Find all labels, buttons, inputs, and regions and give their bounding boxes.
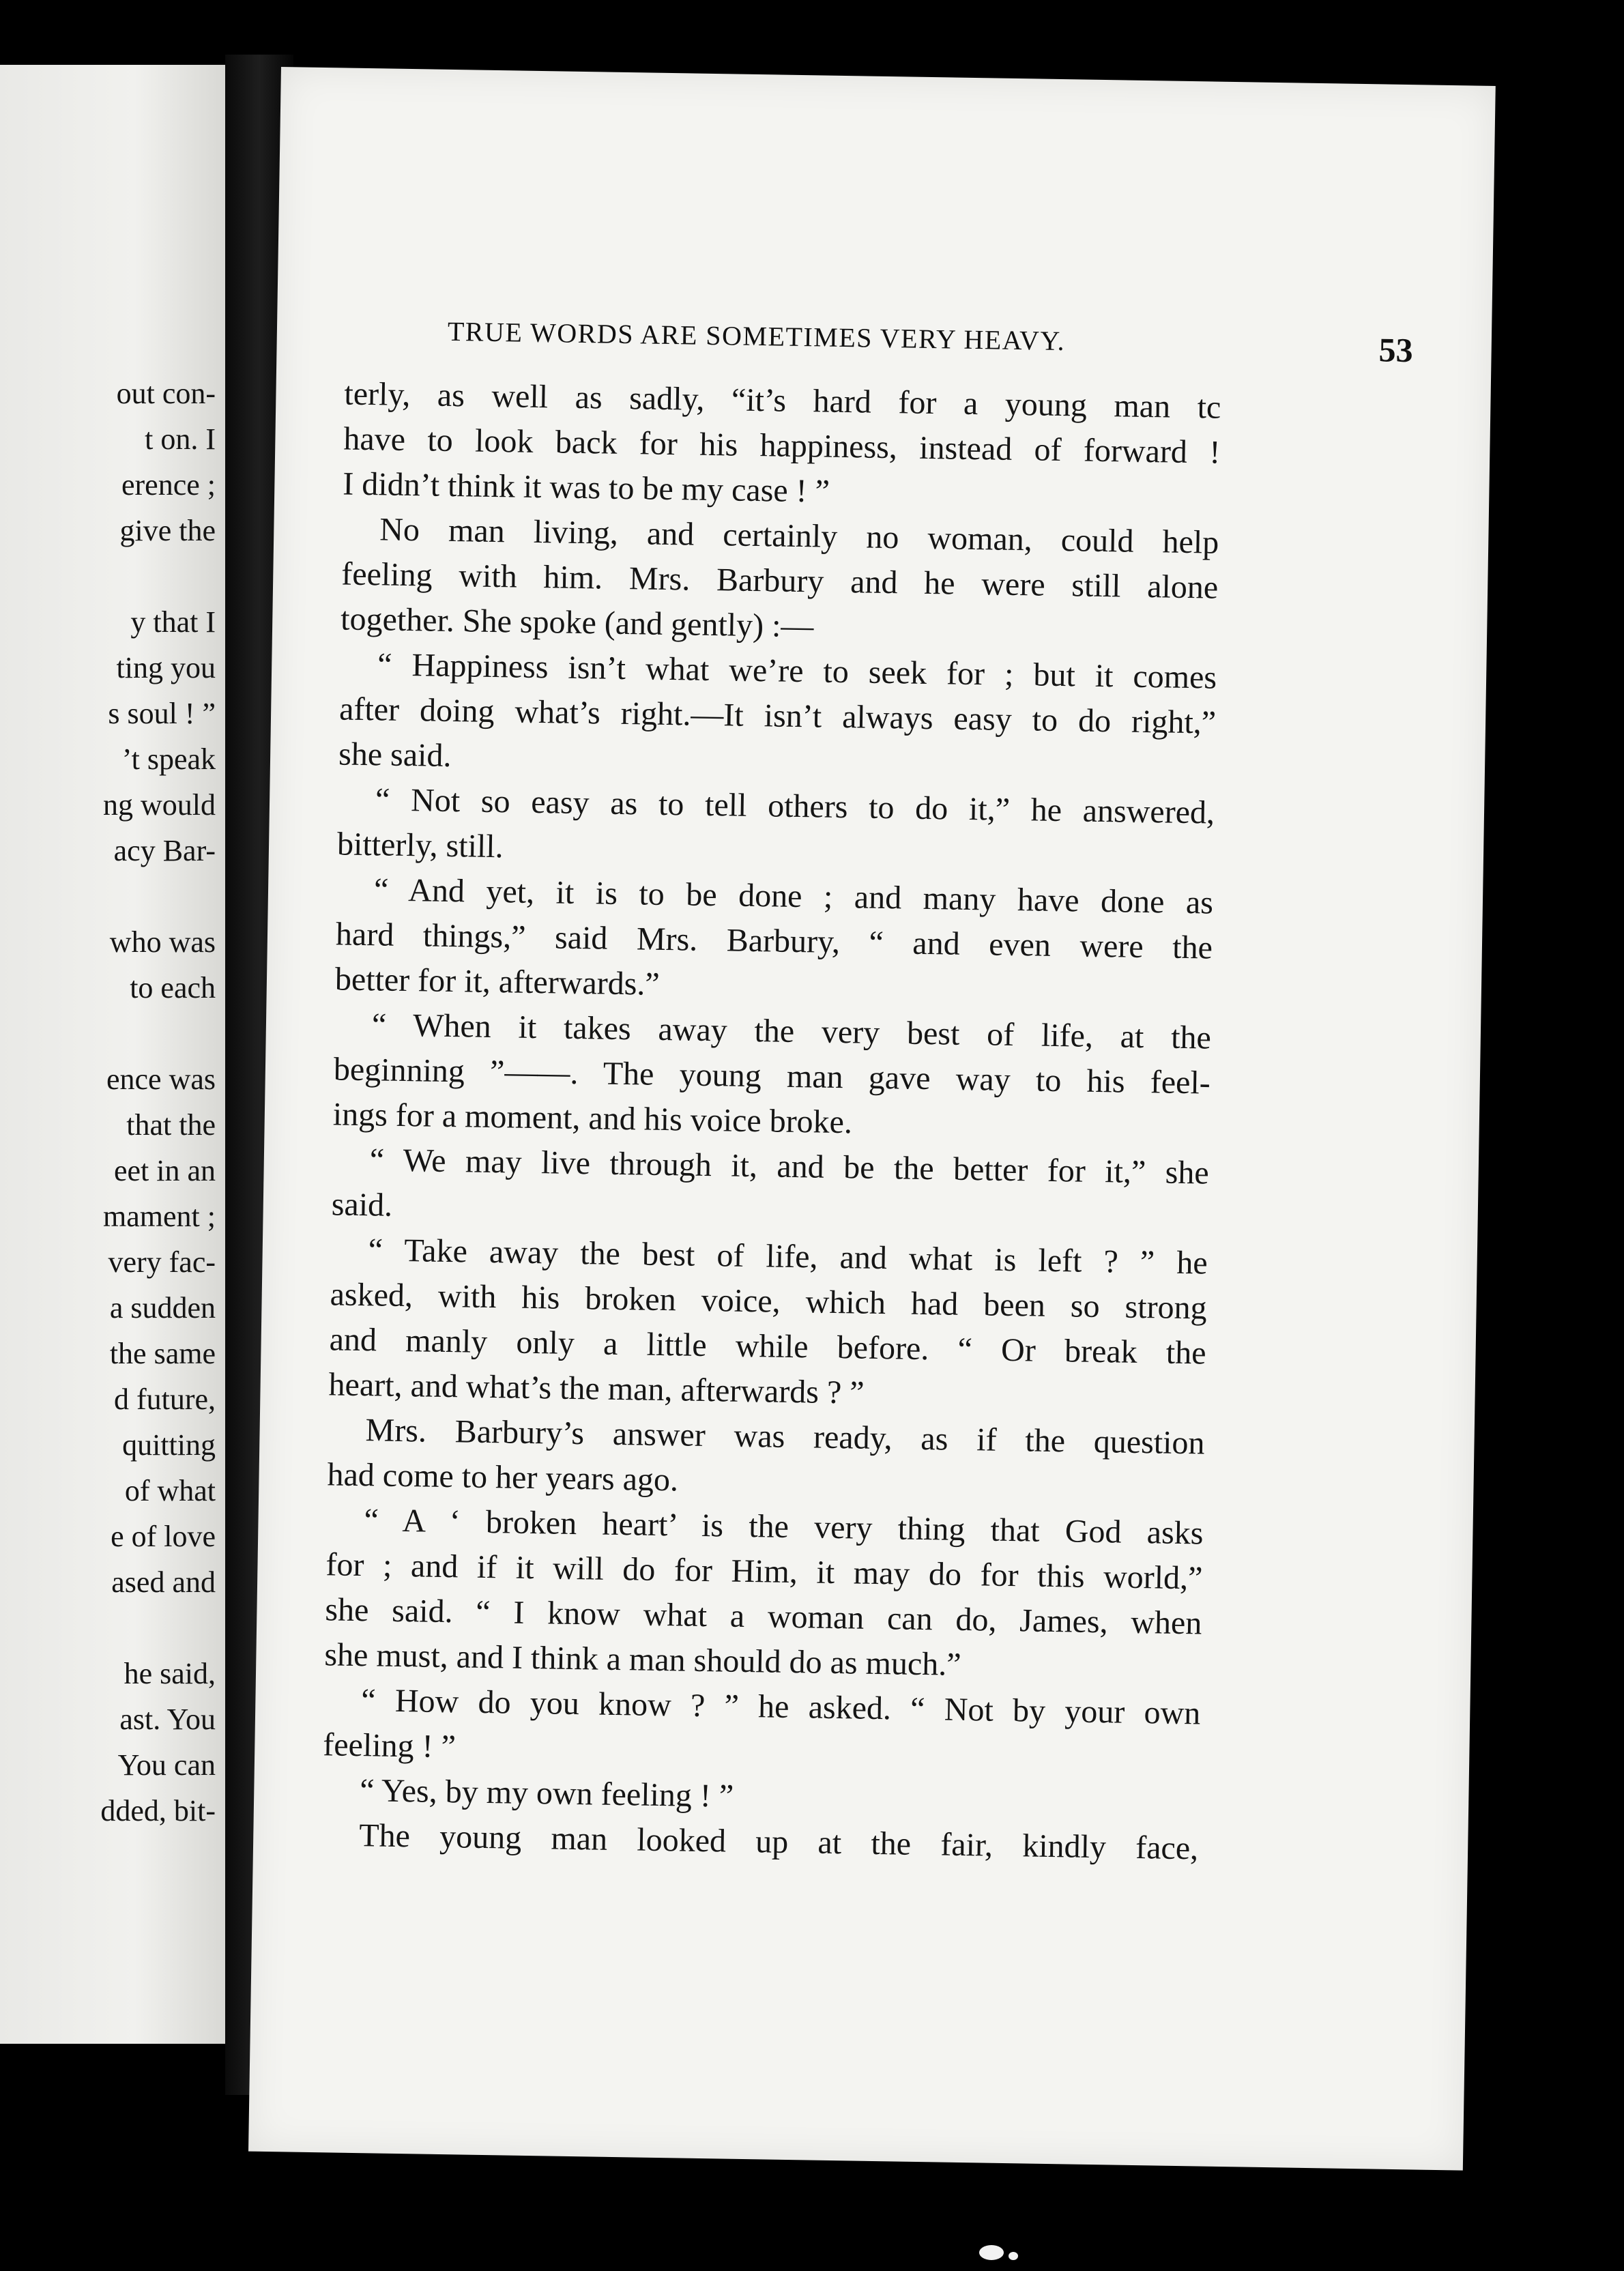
left-page-line: ence was xyxy=(106,1062,216,1096)
text-line: she said. xyxy=(338,736,452,775)
text-line: “ Yes, by my own feeling ! ” xyxy=(359,1772,734,1814)
left-page-line: e of love xyxy=(111,1520,216,1553)
text-line: Mrs. Barbury’s answer was ready, as if the question xyxy=(365,1412,1205,1462)
left-page-line: mament ; xyxy=(103,1200,216,1233)
right-page xyxy=(248,67,1496,2171)
text-line: and manly only a little while before. “ Or break the xyxy=(329,1321,1206,1372)
left-page-line: out con- xyxy=(116,377,216,410)
text-line: “ Happiness isn’t what we’re to seek for ; but it comes xyxy=(377,646,1217,696)
text-line: “ How do you know ? ” he asked. “ Not by your own xyxy=(361,1682,1201,1732)
text-line: “ And yet, it is to be done ; and many have done as xyxy=(373,871,1214,921)
left-page-line: dded, bit- xyxy=(100,1794,216,1827)
text-line: “ When it takes away the very best of life, at the xyxy=(371,1007,1212,1056)
running-head-title: TRUE WORDS ARE SOMETIMES VERY HEAVY. xyxy=(447,315,1066,357)
left-page-line: erence ; xyxy=(121,468,216,502)
text-line: feeling ! ” xyxy=(322,1726,456,1765)
left-page-line: You can xyxy=(117,1748,216,1782)
body-text xyxy=(321,372,1221,1872)
text-line: feeling with him. Mrs. Barbury and he were still alone xyxy=(340,555,1219,606)
text-line: said. xyxy=(331,1186,393,1224)
left-page-line: quitting xyxy=(122,1428,216,1462)
text-line: together. She spoke (and gently) :— xyxy=(340,601,814,645)
left-page-line: ng would xyxy=(103,788,216,822)
text-line: beginning ”——. The young man gave way to his feel- xyxy=(333,1051,1211,1101)
left-page-line: s soul ! ” xyxy=(108,697,216,730)
text-line: for ; and if it will do for Him, it may do for this world,” xyxy=(325,1546,1203,1597)
text-line: hard things,” said Mrs. Barbury, “ and even were the xyxy=(335,916,1213,966)
scan-speck xyxy=(979,2245,1004,2260)
left-page-line: ased and xyxy=(111,1565,216,1599)
left-page-line: that the xyxy=(126,1108,216,1142)
text-line: No man living, and certainly no woman, could help xyxy=(379,511,1219,561)
left-page-line: a sudden xyxy=(109,1291,216,1325)
text-line: asked, with his broken voice, which had been so strong xyxy=(330,1276,1208,1327)
text-line: after doing what’s right.—It isn’t always easy to do right,” xyxy=(338,691,1217,741)
left-page-line: who was xyxy=(109,925,216,959)
left-page-line: ’t speak xyxy=(121,742,216,776)
text-line: she said. “ I know what a woman can do, James, when xyxy=(325,1591,1202,1642)
text-line: “ Take away the best of life, and what is left ? ” he xyxy=(368,1232,1208,1282)
left-page-line: give the xyxy=(119,514,216,547)
left-page-line: ting you xyxy=(116,651,216,684)
text-line: ings for a moment, and his voice broke. xyxy=(332,1096,853,1141)
left-page-line: he said, xyxy=(124,1657,216,1690)
left-page-line: the same xyxy=(109,1337,216,1370)
running-head xyxy=(447,315,1414,370)
text-line: The young man looked up at the fair, kindly face, xyxy=(358,1817,1199,1867)
text-line: “ Not so easy as to tell others to do it,” he answered, xyxy=(375,781,1215,831)
left-page-line: acy Bar- xyxy=(113,834,216,867)
page-number: 53 xyxy=(1378,330,1414,370)
scan-speck xyxy=(1009,2252,1018,2260)
text-line: “ We may live through it, and be the better for it,” she xyxy=(369,1142,1210,1191)
text-line: had come to her years ago. xyxy=(327,1456,679,1499)
left-page-line: to each xyxy=(130,971,216,1004)
text-line: she must, and I think a man should do as much.” xyxy=(324,1636,961,1683)
left-page-line: very fac- xyxy=(108,1245,216,1279)
left-page-line: t on. I xyxy=(145,422,216,456)
text-line: I didn’t think it was to be my case ! ” xyxy=(342,465,830,510)
left-page-line: ast. You xyxy=(119,1703,216,1736)
left-page-line: of what xyxy=(124,1474,216,1507)
left-page-line: d future, xyxy=(113,1383,216,1416)
text-line: “ A ‘ broken heart’ is the very thing that God asks xyxy=(364,1502,1204,1552)
text-line: bitterly, still. xyxy=(336,826,504,865)
left-page-fragment xyxy=(0,65,225,2044)
text-line: have to look back for his happiness, instead of forward ! xyxy=(343,420,1221,471)
text-line: terly, as well as sadly, “it’s hard for a young man tc xyxy=(344,375,1221,426)
left-page-line: eet in an xyxy=(113,1154,216,1187)
left-page-line: y that I xyxy=(130,605,216,639)
text-line: better for it, afterwards.” xyxy=(334,961,661,1002)
text-line: heart, and what’s the man, afterwards ? ” xyxy=(328,1366,865,1411)
